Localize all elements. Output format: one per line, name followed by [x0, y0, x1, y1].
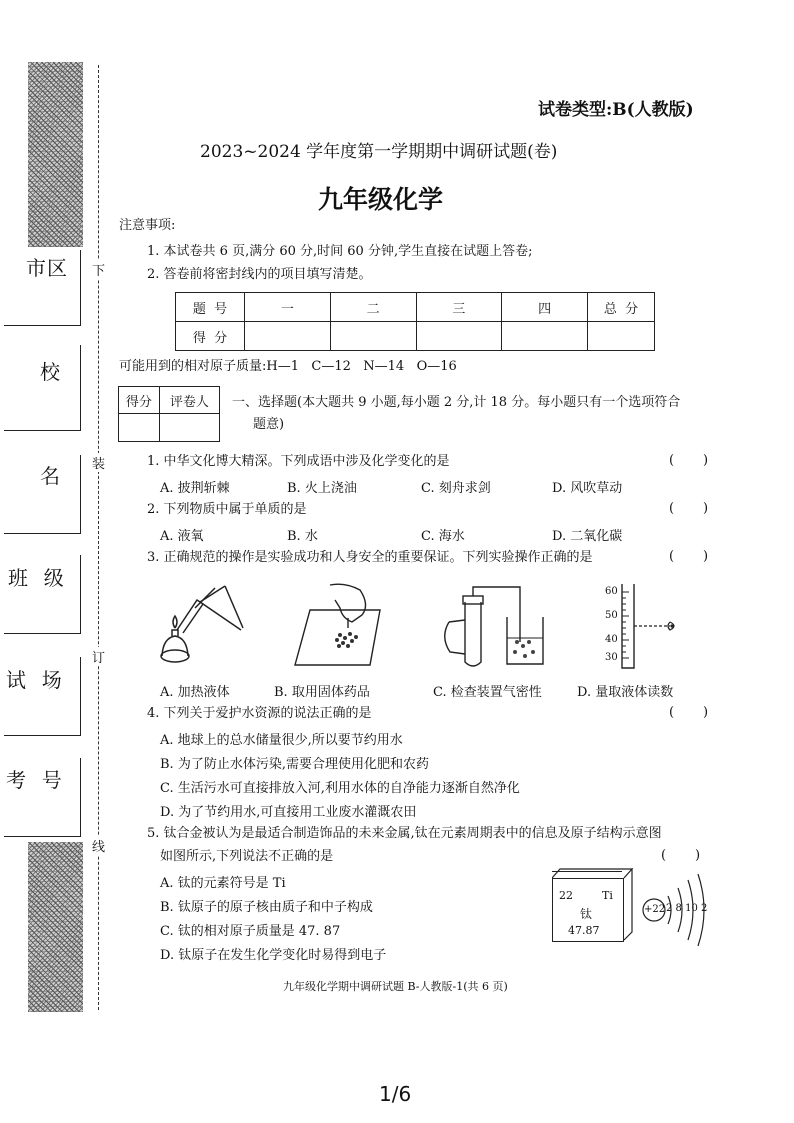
element-symbol: Ti — [602, 889, 613, 902]
score-cell-q1[interactable] — [245, 322, 331, 351]
element-name: 钛 — [580, 907, 593, 921]
binding-char-2: 装 — [92, 453, 105, 472]
q3-stem: 3. 正确规范的操作是实验成功和人身安全的重要保证。下列实验操作正确的是 — [147, 550, 593, 565]
q1-option-c: C. 刻舟求剑 — [421, 481, 491, 496]
page-indicator: 1/6 — [379, 1082, 412, 1106]
q5-option-b: B. 钛原子的原子核由质子和中子构成 — [160, 900, 373, 915]
section1-heading-line2: 题意) — [253, 417, 285, 432]
score-table-header-label: 题 号 — [176, 293, 245, 322]
binding-pattern-bottom — [28, 842, 83, 1012]
q4-stem: 4. 下列关于爱护水资源的说法正确的是 — [147, 706, 372, 721]
q3-answer-paren[interactable]: ( ) — [669, 549, 709, 564]
q1-stem: 1. 中华文化博大精深。下列成语中涉及化学变化的是 — [147, 454, 450, 469]
notice-item-2: 2. 答卷前将密封线内的项目填写清楚。 — [147, 267, 372, 282]
exam-title: 2023~2024 学年度第一学期期中调研试题(卷) — [200, 142, 558, 162]
airtightness-check-illustration — [435, 582, 555, 674]
q1-option-d: D. 风吹草动 — [552, 481, 623, 496]
q5-stem: 5. 钛合金被认为是最适合制造饰品的未来金属,钛在元素周期表中的信息及原子结构示意图 — [147, 826, 662, 841]
q2-option-b: B. 水 — [287, 529, 318, 544]
q1-option-b: B. 火上浇油 — [287, 481, 357, 496]
q2-stem: 2. 下列物质中属于单质的是 — [147, 502, 307, 517]
page-footer: 九年级化学期中调研试题 B-人教版-1(共 6 页) — [283, 980, 508, 993]
binding-char-1: 下 — [92, 260, 105, 279]
grader-box — [118, 386, 220, 442]
score-table — [175, 292, 655, 351]
cylinder-label-30: 30 — [605, 652, 618, 663]
q2-option-d: D. 二氧化碳 — [552, 529, 623, 544]
solid-reagent-illustration — [290, 580, 400, 670]
notice-item-1: 1. 本试卷共 6 页,满分 60 分,时间 60 分钟,学生直接在试题上答卷; — [147, 244, 533, 259]
score-table-header-q2: 二 — [330, 293, 416, 322]
q1-option-a: A. 披荆斩棘 — [160, 481, 230, 496]
section1-heading-line1: 一、选择题(本大题共 9 小题,每小题 2 分,计 18 分。每小题只有一个选项符合 — [232, 395, 681, 410]
score-cell-q4[interactable] — [502, 322, 588, 351]
score-table-header-q4: 四 — [502, 293, 588, 322]
notice-heading: 注意事项: — [119, 218, 176, 233]
field-label-school: 校 — [40, 360, 61, 384]
element-atomic-number: 22 — [559, 889, 573, 902]
field-label-exam-number: 考 号 — [6, 768, 63, 792]
q5-option-d: D. 钛原子在发生化学变化时易得到电子 — [160, 948, 387, 963]
binding-dashed-line — [98, 65, 99, 1010]
cylinder-label-60: 60 — [605, 586, 618, 597]
score-table-header-q3: 三 — [416, 293, 502, 322]
q3-option-d: D. 量取液体读数 — [577, 685, 674, 700]
binding-char-4: 线 — [92, 836, 105, 855]
q5-option-a: A. 钛的元素符号是 Ti — [160, 876, 286, 891]
field-label-name: 名 — [40, 464, 61, 488]
q5-stem-line2: 如图所示,下列说法不正确的是 — [160, 849, 334, 864]
q4-option-a: A. 地球上的总水储量很少,所以要节约用水 — [160, 733, 403, 748]
binding-char-3: 订 — [92, 647, 105, 666]
q5-answer-paren[interactable]: ( ) — [661, 848, 701, 863]
grader-box-grader-cell[interactable] — [159, 414, 219, 442]
score-cell-q3[interactable] — [416, 322, 502, 351]
grader-box-score-label: 得分 — [119, 387, 160, 414]
subject-title: 九年级化学 — [318, 185, 444, 214]
score-table-header-q1: 一 — [245, 293, 331, 322]
q3-option-a: A. 加热液体 — [160, 685, 230, 700]
q3-option-c: C. 检查装置气密性 — [433, 685, 542, 700]
cylinder-label-50: 50 — [605, 610, 618, 621]
binding-pattern-top — [28, 62, 83, 247]
q4-option-b: B. 为了防止水体污染,需要合理使用化肥和农药 — [160, 757, 429, 772]
heating-liquid-illustration — [155, 578, 250, 673]
field-label-district: 市区 — [26, 256, 68, 280]
q1-answer-paren[interactable]: ( ) — [669, 453, 709, 468]
q2-option-c: C. 海水 — [421, 529, 465, 544]
atom-shell-electrons: 2 8 10 2 — [666, 903, 708, 914]
grader-box-grader-label: 评卷人 — [159, 387, 219, 414]
cylinder-label-40: 40 — [605, 634, 618, 645]
q3-option-b: B. 取用固体药品 — [274, 685, 370, 700]
q4-option-c: C. 生活污水可直接排放入河,利用水体的自净能力逐渐自然净化 — [160, 781, 520, 796]
grader-box-score-cell[interactable] — [119, 414, 160, 442]
q2-option-a: A. 液氧 — [160, 529, 204, 544]
score-cell-total[interactable] — [588, 322, 655, 351]
score-table-row-label: 得 分 — [176, 322, 245, 351]
field-label-exam-room: 试 场 — [6, 668, 63, 692]
paper-type: 试卷类型:B(人教版) — [538, 100, 694, 120]
field-label-class: 班 级 — [8, 566, 65, 590]
atomic-masses: 可能用到的相对原子质量:H—1 C—12 N—14 O—16 — [119, 359, 457, 374]
score-table-header-total: 总 分 — [588, 293, 655, 322]
q4-option-d: D. 为了节约用水,可直接用工业废水灌溉农田 — [160, 805, 417, 820]
element-mass: 47.87 — [568, 924, 600, 937]
atom-nucleus-charge: +22 — [644, 904, 666, 915]
q4-answer-paren[interactable]: ( ) — [669, 705, 709, 720]
q2-answer-paren[interactable]: ( ) — [669, 501, 709, 516]
score-cell-q2[interactable] — [330, 322, 416, 351]
q5-option-c: C. 钛的相对原子质量是 47. 87 — [160, 924, 341, 939]
